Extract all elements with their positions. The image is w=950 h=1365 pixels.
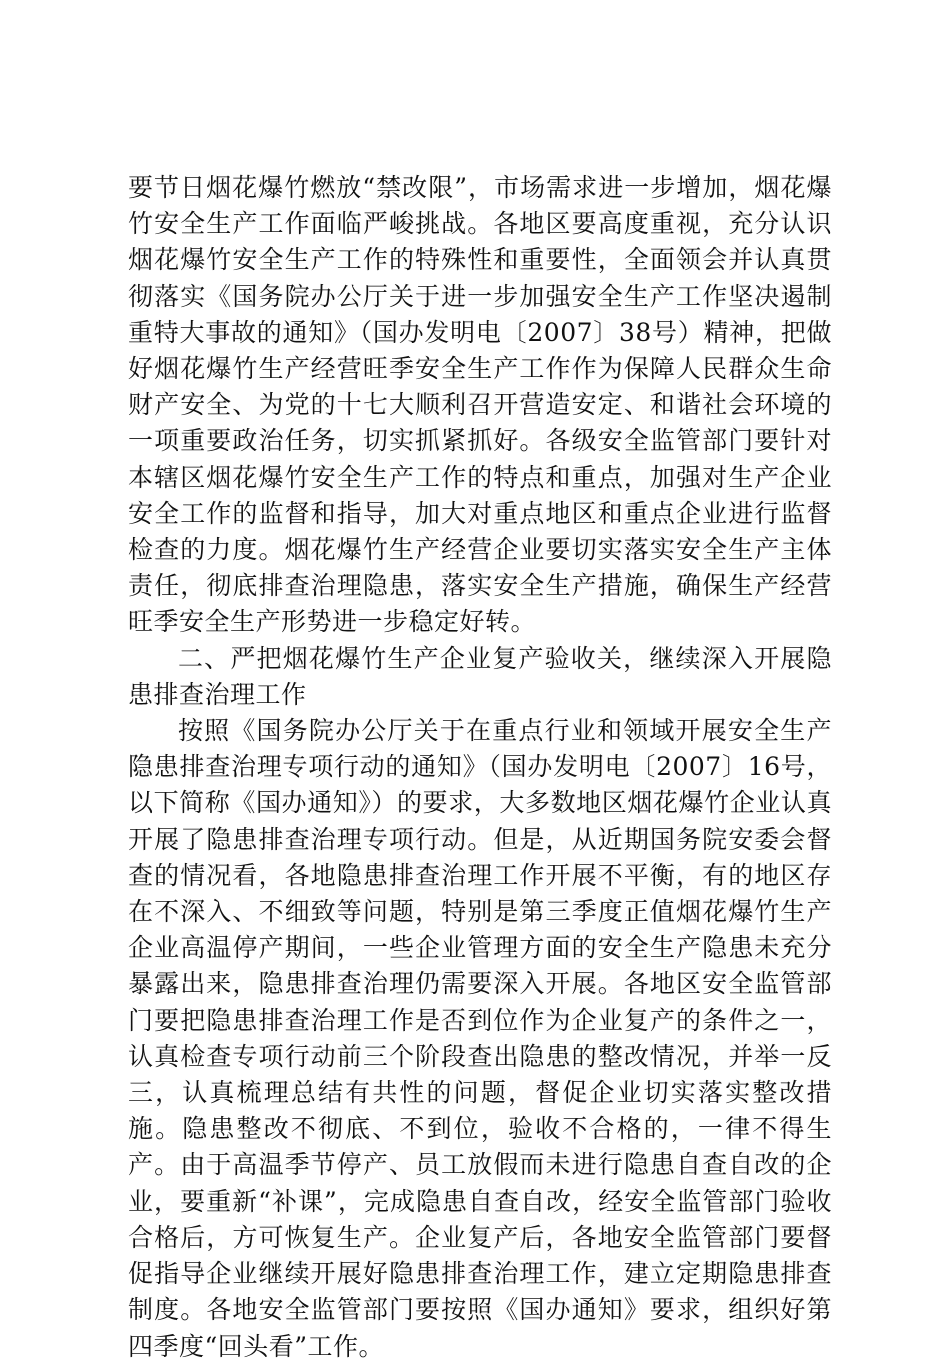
paragraph-continuation: 要节日烟花爆竹燃放“禁改限”，市场需求进一步增加，烟花爆竹安全生产工作面临严峻挑战。各地区要高度重视，充分认识烟花爆竹安全生产工作的特殊性和重要性，全面领会并认真贯彻落实《国务院办公厅关于进一步加强安全生产工作坚决遏制重特大事故的通知》（国办发明电〔2007〕38号）精神，把做好烟花爆竹生产经营旺季安全生产工作作为保障人民群众生命财产安全、为党的十七大顺利召开营造安定、和谐社会环境的一项重要政治任务，切实抓紧抓好。各级安全监管部门要针对本辖区烟花爆竹安全生产工作的特点和重点，加强对生产企业安全工作的监督和指导，加大对重点地区和重点企业进行监督检查的力度。烟花爆竹生产经营企业要切实落实安全生产主体责任，彻底排查治理隐患，落实安全生产措施，确保生产经营旺季安全生产形势进一步稳定好转。	[128, 173, 832, 637]
document-body	[128, 170, 832, 1365]
section-heading: 二、严把烟花爆竹生产企业复产验收关，继续深入开展隐患排查治理工作	[128, 643, 832, 709]
paragraph-body: 按照《国务院办公厅关于在重点行业和领域开展安全生产隐患排查治理专项行动的通知》（国办发明电〔2007〕16号，以下简称《国办通知》）的要求，大多数地区烟花爆竹企业认真开展了隐患排查治理专项行动。但是，从近期国务院安委会督查的情况看，各地隐患排查治理工作开展不平衡，有的地区存在不深入、不细致等问题，特别是第三季度正值烟花爆竹生产企业高温停产期间，一些企业管理方面的安全生产隐患未充分暴露出来，隐患排查治理仍需要深入开展。各地区安全监管部门要把隐患排查治理工作是否到位作为企业复产的条件之一，认真检查专项行动前三个阶段查出隐患的整改情况，并举一反三，认真梳理总结有共性的问题，督促企业切实落实整改措施。隐患整改不彻底、不到位，验收不合格的，一律不得生产。由于高温季节停产、员工放假而未进行隐患自查自改的企业，要重新“补课”，完成隐患自查自改，经安全监管部门验收合格后，方可恢复生产。企业复产后，各地安全监管部门要督促指导企业继续开展好隐患排查治理工作，建立定期隐患排查制度。各地安全监管部门要按照《国办通知》要求，组织好第四季度“回头看”工作。	[128, 716, 832, 1361]
